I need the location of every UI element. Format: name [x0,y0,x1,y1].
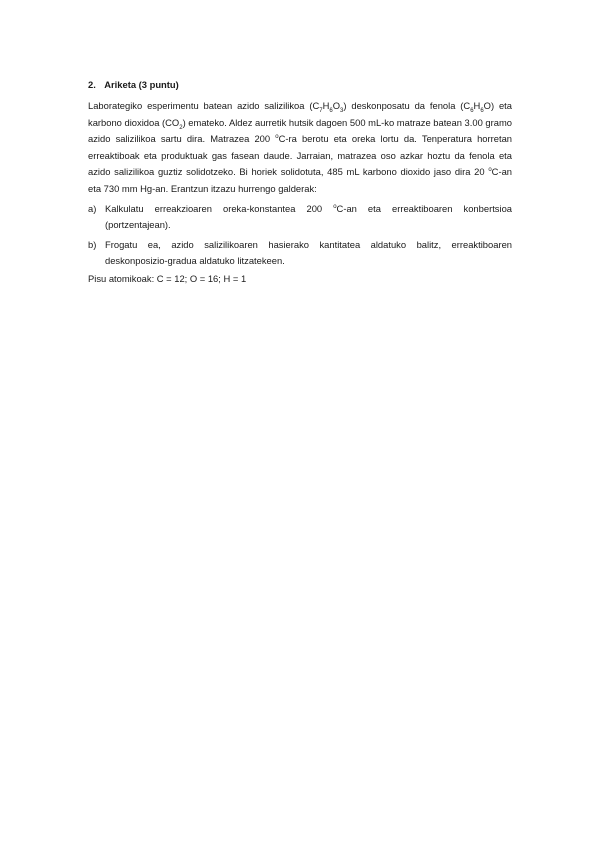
statement-text: C-an eta 730 mm Hg-an. Erantzun itzazu hurrengo galderak: [88,166,512,194]
subscript: 2 [179,124,183,131]
problem-section [88,78,512,288]
atomic-weights: Pisu atomikoak: C = 12; O = 16; H = 1 [88,272,247,284]
degree-superscript: o [275,134,279,141]
statement-text: H [473,100,481,111]
statement-text: O) eta karbono dioxidoa (CO [88,100,512,128]
problem-title: Ariketa (3 puntu) [104,79,179,90]
statement-text: O [332,100,341,111]
problem-statement [88,98,512,198]
subscript: 6 [329,107,333,114]
question-text: Frogatu ea, azido salizilikoaren hasierako kantitatea aldatuko balitz, erreaktiboaren deskonposizio-gradua aldatuko litzatekeen. [105,238,512,267]
statement-text: ) deskonposatu da fenola (C [343,100,471,111]
subscript: 6 [470,107,474,114]
question-marker: a) [88,202,97,214]
question-text: C-an eta erreaktiboaren konbertsioa (portzentajean). [105,202,512,231]
question-text: Kalkulatu erreakzioaren oreka-konstantea 200 [105,202,334,214]
question-item [88,237,512,270]
question-item [88,201,512,234]
degree-superscript: o [488,167,492,174]
statement-text: H [322,100,330,111]
subscript: 3 [340,107,344,114]
question-marker: b) [88,238,97,250]
statement-text: C-ra berotu eta oreka lortu da. Tenperatura horretan erreaktiboak eta produktuak gas fasean daude. Jarraian, matrazea oso azkar hoztu da fenola eta azido salizilikoa guztiz solidotzeko. Bi horiek solidotuta, 485 mL karbono dioxido jaso dira 20 [88,133,512,178]
problem-number: 2. [88,79,96,90]
statement-text: ) emateko. Aldez aurretik hutsik dagoen 500 mL-ko matraze batean 3.00 gramo azido salizilikoa sartu dira. Matrazea 200 [88,116,512,145]
problem-heading [88,78,512,91]
statement-text: Laborategiko esperimentu batean azido salizilikoa (C [88,100,320,111]
question-list [88,201,512,270]
subscript: 6 [480,107,484,114]
degree-superscript: o [333,203,337,210]
subscript: 7 [319,107,323,114]
